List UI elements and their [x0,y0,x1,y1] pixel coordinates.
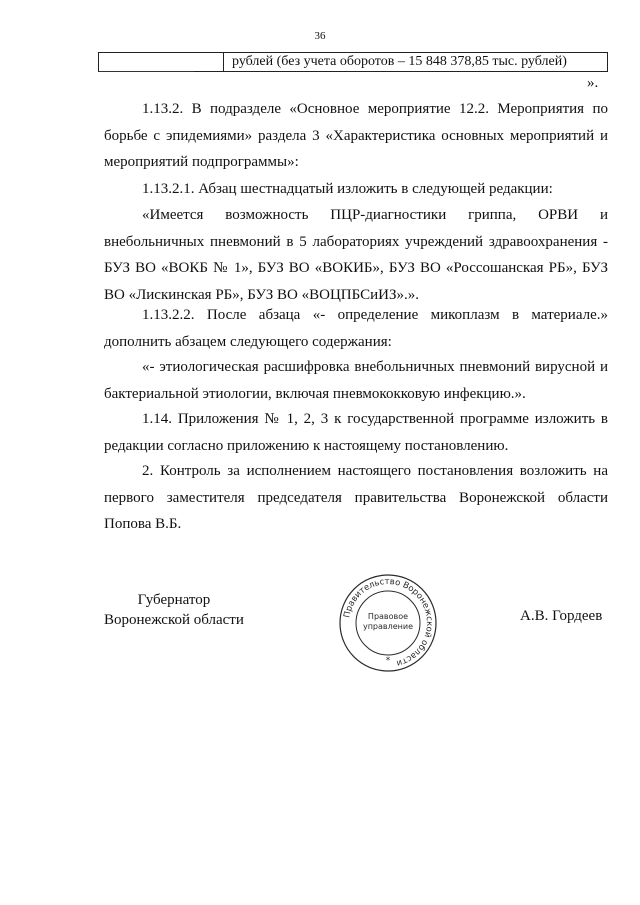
paragraph-quote-pcr: «Имеется возможность ПЦР-диагностики гриппа, ОРВИ и внебольничных пневмоний в 5 лабораториях учреждений здравоохранения - БУЗ ВО «ВОКБ № 1», БУЗ ВО «ВОКИБ», БУЗ ВО «Россошанская РБ», БУЗ ВО «Лискинская РБ», БУЗ ВО «ВОЦПБСиИЗ».». [104,207,608,303]
stamp-inner-line2: управление [362,622,414,631]
stamp-star: * [385,656,391,666]
signatory-title-line2: Воронежской области [104,612,244,628]
table-cell-divider [223,53,224,71]
signatory-title [104,590,244,630]
closing-quote: ». [587,75,599,91]
table-row-fragment [98,52,608,72]
paragraph-1-13-2-2: 1.13.2.2. После абзаца «- определение микоплазм в материале.» дополнить абзацем следующего содержания: [104,307,608,350]
official-stamp [338,573,438,673]
stamp-outer-text: Правительство Воронежской области [342,576,435,668]
table-cell-text: рублей (без учета оборотов – 15 848 378,85 тыс. рублей) [232,54,567,69]
paragraph-1-13-2: 1.13.2. В подразделе «Основное мероприятие 12.2. Мероприятия по борьбе с эпидемиями» раздела 3 «Характеристика основных мероприятий и мероприятий подпрограммы»: [104,101,608,170]
paragraph-1-14: 1.14. Приложения № 1, 2, 3 к государственной программе изложить в редакции согласно приложению к настоящему постановлению. [104,411,608,454]
page-number: 36 [314,30,326,42]
paragraph-1-13-2-1: 1.13.2.1. Абзац шестнадцатый изложить в следующей редакции: [142,181,553,197]
paragraph-quote-etiology: «- этиологическая расшифровка внебольничных пневмоний вирусной и бактериальной этиологии, включая пневмококковую инфекцию.». [104,359,608,402]
stamp-inner-line1: Правовое [367,612,409,621]
signatory-name: А.В. Гордеев [520,608,603,624]
table-underline [99,71,194,72]
paragraph-2-control: 2. Контроль за исполнением настоящего постановления возложить на первого заместителя председателя правительства Воронежской области Попова В.Б. [104,463,608,532]
signatory-title-line1: Губернатор [137,592,211,608]
